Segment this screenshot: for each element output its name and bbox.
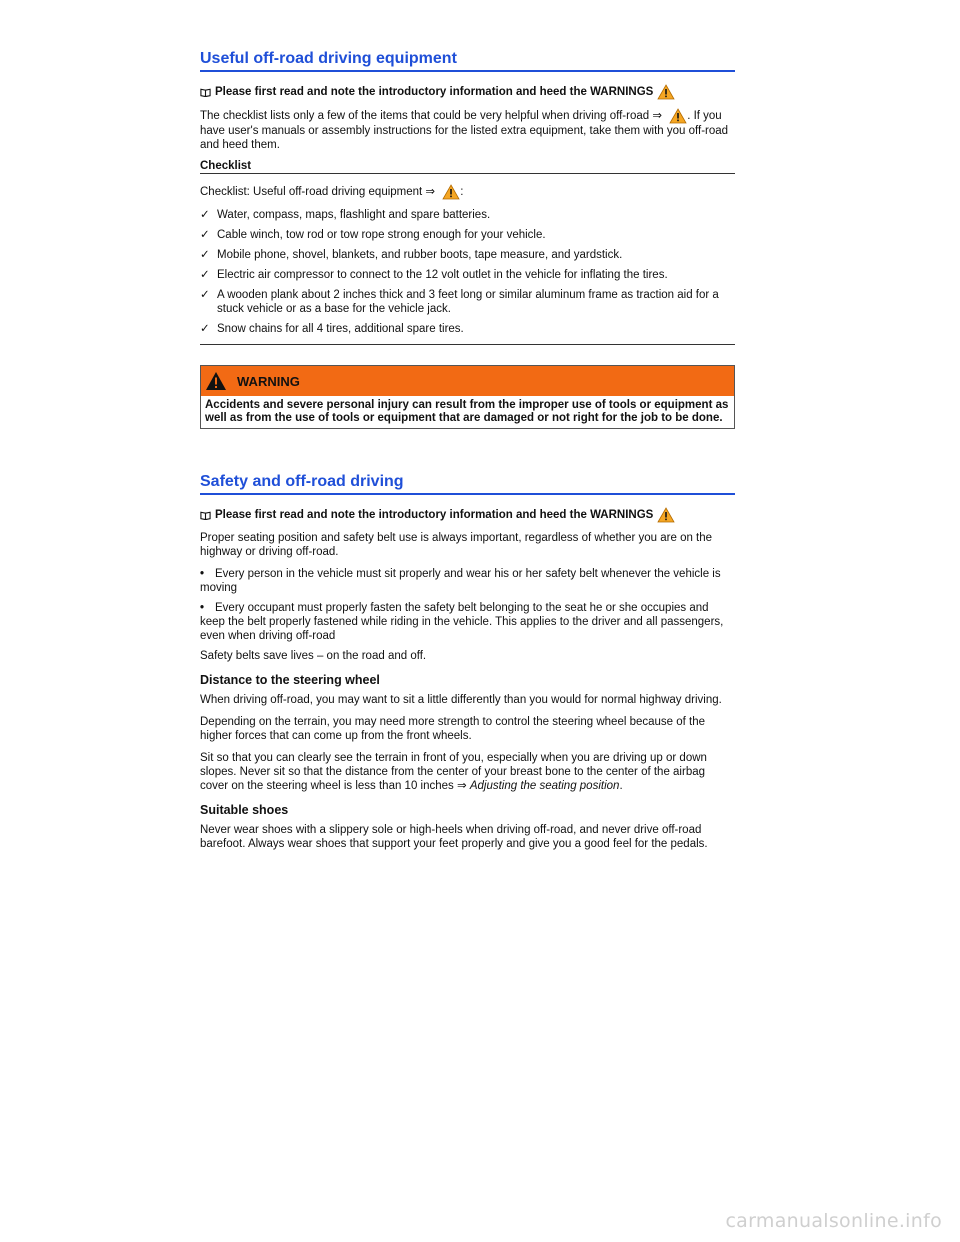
steering-paragraph-1: When driving off-road, you may want to sit a little differently than you would for normal highway driving. bbox=[200, 694, 722, 706]
intro-note bbox=[200, 84, 735, 100]
warning-text: Accidents and severe personal injury can result from the improper use of tools or equipment as well as from the use of tools or equipment that are damaged or not right for the job to be done. bbox=[205, 399, 729, 424]
list-item bbox=[200, 228, 735, 242]
checklist-intro-text: Checklist: Useful off-road driving equipment ⇒ bbox=[200, 186, 436, 199]
warning-triangle-icon[interactable] bbox=[657, 84, 675, 100]
list-item-text: Cable winch, tow rod or tow rope strong enough for your vehicle. bbox=[217, 229, 546, 241]
seating-position-link[interactable]: Adjusting the seating position bbox=[469, 780, 620, 792]
steering-paragraph-3 bbox=[200, 751, 735, 793]
bullet-icon: • bbox=[200, 568, 205, 580]
list-item-text: A wooden plank about 2 inches thick and 3 feet long or similar aluminum frame as traction aid for a stuck vehicle or as a base for the vehicle jack. bbox=[217, 289, 719, 315]
checklist bbox=[200, 208, 735, 336]
steering-paragraph-2: Depending on the terrain, you may need more strength to control the steering wheel because of the higher forces that can come up from the front wheels. bbox=[200, 716, 706, 742]
warning-box bbox=[200, 365, 735, 429]
book-icon bbox=[200, 510, 211, 520]
page-content bbox=[200, 50, 735, 859]
shoes-paragraph: Never wear shoes with a slippery sole or high-heels when driving off-road, and never drive off-road barefoot. Always wear shoes that support your feet properly and give you a good feel for the pedals. bbox=[200, 824, 708, 850]
check-icon: ✓ bbox=[200, 229, 210, 241]
checklist-intro bbox=[200, 184, 735, 200]
checklist-heading: Checklist bbox=[200, 160, 735, 174]
check-icon: ✓ bbox=[200, 269, 210, 281]
intro-text: Please first read and note the introductory information and heed the WARNINGS bbox=[215, 86, 654, 98]
list-item-text: Every person in the vehicle must sit properly and wear his or her safety belt whenever the vehicle is moving bbox=[200, 568, 721, 594]
list-item bbox=[200, 288, 735, 316]
list-item bbox=[200, 208, 735, 222]
bullet-icon: • bbox=[200, 602, 205, 614]
intro-note bbox=[200, 507, 735, 523]
warning-triangle-icon[interactable] bbox=[442, 184, 460, 200]
equipment-description-text: The checklist lists only a few of the items that could be very helpful when driving off-road ⇒ bbox=[200, 110, 662, 123]
list-item bbox=[200, 601, 735, 643]
steering-heading: Distance to the steering wheel bbox=[200, 673, 380, 687]
check-icon: ✓ bbox=[200, 323, 210, 335]
list-item-text: Electric air compressor to connect to the 12 volt outlet in the vehicle for inflating the tires. bbox=[217, 269, 668, 281]
list-item-text: Snow chains for all 4 tires, additional spare tires. bbox=[217, 323, 464, 335]
warning-header bbox=[201, 366, 734, 396]
list-item bbox=[200, 248, 735, 262]
steering-paragraph-3-text: Sit so that you can clearly see the terrain in front of you, especially when you are driving up or down slopes. Never sit so that the distance from the center of your breast bone to the center of the airbag cover on the steering wheel is less than 10 inches ⇒ bbox=[200, 752, 707, 792]
list-item-text: Water, compass, maps, flashlight and spare batteries. bbox=[217, 209, 491, 221]
list-item bbox=[200, 322, 735, 336]
checklist-intro-suffix: : bbox=[460, 186, 464, 199]
steering-paragraph-3-end: . bbox=[619, 780, 623, 792]
seating-paragraph: Proper seating position and safety belt use is always important, regardless of whether you are on the highway or driving off-road. bbox=[200, 532, 713, 558]
warning-triangle-icon[interactable] bbox=[669, 108, 687, 124]
list-item-text: Every occupant must properly fasten the safety belt belonging to the seat he or she occupies and keep the belt properly fastened while riding in the vehicle. This applies to the driver and all passengers, even when driving off-road bbox=[200, 602, 724, 642]
book-icon bbox=[200, 87, 211, 97]
list-item bbox=[200, 268, 735, 282]
list-item-text: Mobile phone, shovel, blankets, and rubber boots, tape measure, and yardstick. bbox=[217, 249, 623, 261]
section-title-off-road-equipment: Useful off-road driving equipment bbox=[200, 50, 735, 72]
warning-label: WARNING bbox=[237, 373, 300, 389]
check-icon: ✓ bbox=[200, 289, 210, 301]
equipment-description bbox=[200, 108, 735, 152]
watermark: carmanualsonline.info bbox=[725, 1210, 942, 1232]
bullet-list bbox=[200, 567, 735, 643]
shoes-heading: Suitable shoes bbox=[200, 803, 289, 817]
check-icon: ✓ bbox=[200, 209, 210, 221]
warning-triangle-icon[interactable] bbox=[657, 507, 675, 523]
safety-belts-paragraph: Safety belts save lives – on the road and off. bbox=[200, 650, 427, 662]
intro-text: Please first read and note the introductory information and heed the WARNINGS bbox=[215, 509, 654, 521]
check-icon: ✓ bbox=[200, 249, 210, 261]
list-item bbox=[200, 567, 735, 595]
equipment-description-end: . If you have user's manuals or assembly instructions for the listed extra equipment, take them with you off-road and heed them. bbox=[200, 110, 729, 151]
section-title-safety: Safety and off-road driving bbox=[200, 473, 735, 495]
warning-triangle-icon bbox=[205, 371, 227, 391]
section-divider bbox=[200, 344, 735, 345]
